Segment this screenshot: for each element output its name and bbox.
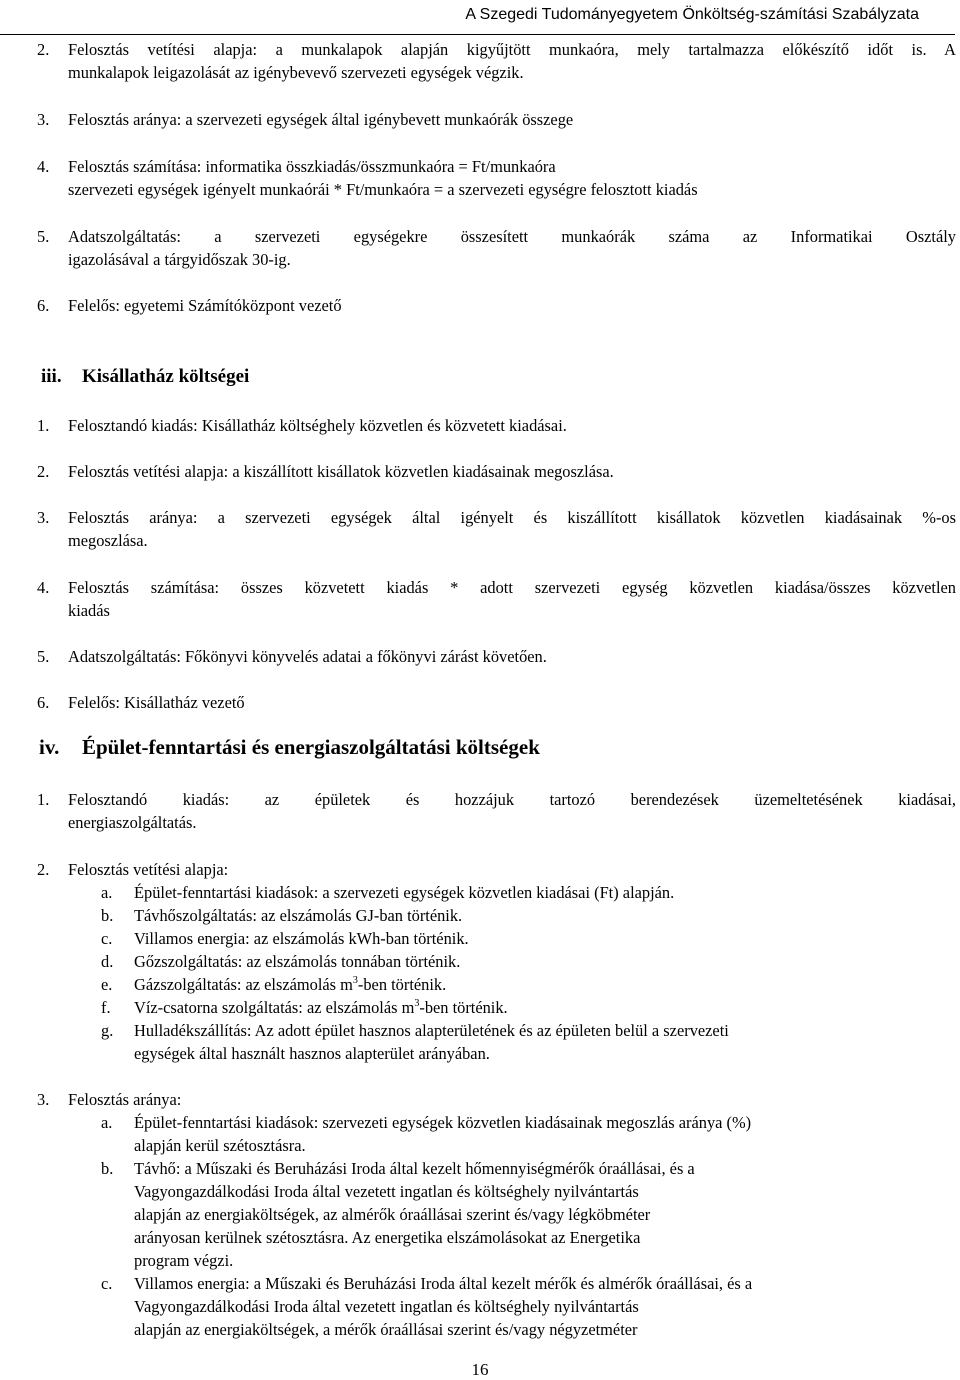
sub-line: Hulladékszállítás: Az adott épület hasznos alapterületének és az épületen belül a szervezeti xyxy=(134,1021,729,1040)
superscript: 3 xyxy=(352,975,358,986)
sub-letter: d. xyxy=(101,952,114,971)
sub-letter: a. xyxy=(101,1113,113,1132)
item-line: Adatszolgáltatás: a szervezeti egységekre összesített munkaórák száma az Informatikai Osztály xyxy=(68,227,956,246)
item-number: 3. xyxy=(37,508,50,527)
sub-line: alapján az energiaköltségek, az almérők óraállásai szerint és/vagy légköbméter xyxy=(134,1205,651,1224)
item-number: 2. xyxy=(37,40,50,59)
page-number: 16 xyxy=(471,1360,489,1379)
item-number: 3. xyxy=(37,1090,50,1109)
sub-line: egységek által használt hasznos alapterület arányában. xyxy=(134,1044,490,1063)
item-line: munkalapok leigazolását az igénybevevő szervezeti egységek végzik. xyxy=(68,63,524,82)
sub-text: -ben történik. xyxy=(357,975,447,994)
sub-line: Épület-fenntartási kiadások: a szervezeti egységek közvetlen kiadásai (Ft) alapján. xyxy=(134,883,675,902)
sub-line: arányosan kerülnek szétosztásra. Az energetika elszámolásokat az Energetika xyxy=(134,1228,641,1247)
sub-line: Távhő: a Műszaki és Beruházási Iroda által kezelt hőmennyiségmérők óraállásai, és a xyxy=(134,1159,695,1178)
item-number: 2. xyxy=(37,462,50,481)
section-title: Épület-fenntartási és energiaszolgáltatási költségek xyxy=(82,735,540,759)
item-line: kiadás xyxy=(68,601,110,620)
item-line: Felelős: egyetemi Számítóközpont vezető xyxy=(68,296,342,315)
section-roman: iv. xyxy=(39,735,60,759)
sub-text: Gázszolgáltatás: az elszámolás m xyxy=(134,975,353,994)
sub-line: Távhőszolgáltatás: az elszámolás GJ-ban történik. xyxy=(134,906,463,925)
item-number: 5. xyxy=(37,647,50,666)
item-number: 1. xyxy=(37,790,50,809)
item-line: igazolásával a tárgyidőszak 30-ig. xyxy=(68,250,291,269)
item-line: megoszlása. xyxy=(68,531,148,550)
sub-letter: c. xyxy=(101,929,113,948)
sub-line: alapján az energiaköltségek, a mérők óraállásai szerint és/vagy négyzetméter xyxy=(134,1320,638,1339)
sub-line: Épület-fenntartási kiadások: szervezeti egységek közvetlen kiadásainak megoszlás aránya (%) xyxy=(134,1113,752,1132)
item-line: energiaszolgáltatás. xyxy=(68,813,197,832)
sub-letter: e. xyxy=(101,975,113,994)
sub-line xyxy=(134,996,957,1019)
sub-line: alapján kerül szétosztásra. xyxy=(134,1136,306,1155)
sub-text: Víz-csatorna szolgáltatás: az elszámolás m xyxy=(134,998,415,1017)
section-title: Kisállatház költségei xyxy=(82,366,250,387)
item-line: Adatszolgáltatás: Főkönyvi könyvelés adatai a főkönyvi zárást követően. xyxy=(68,647,547,666)
sub-letter: f. xyxy=(101,998,111,1017)
sub-letter: b. xyxy=(101,1159,114,1178)
item-number: 6. xyxy=(37,296,50,315)
sub-line: Vagyongazdálkodási Iroda által vezetett ingatlan és költséghely nyilvántartás xyxy=(134,1297,639,1316)
sub-line: Gőzszolgáltatás: az elszámolás tonnában történik. xyxy=(134,952,461,971)
sub-line: Villamos energia: a Műszaki és Beruházási Iroda által kezelt mérők és almérők óraállásai, és a xyxy=(134,1274,753,1293)
item-line: Felosztandó kiadás: az épületek és hozzájuk tartozó berendezések üzemeltetésének kiadásai, xyxy=(68,790,956,809)
sub-letter: a. xyxy=(101,883,113,902)
item-label: Felosztás vetítési alapja: xyxy=(68,860,229,879)
sub-letter: c. xyxy=(101,1274,113,1293)
item-line: Felosztás vetítési alapja: a kiszállított kisállatok közvetlen kiadásainak megoszlása. xyxy=(68,462,614,481)
section-roman: iii. xyxy=(41,366,62,387)
sub-text: -ben történik. xyxy=(419,998,508,1017)
item-number: 2. xyxy=(37,860,50,879)
sub-line xyxy=(134,973,957,996)
item-line: Felosztandó kiadás: Kisállatház költséghely közvetlen és közvetett kiadásai. xyxy=(68,416,567,435)
item-line: Felosztás vetítési alapja: a munkalapok alapján kigyűjtött munkaóra, mely tartalmazza előkészítő időt is. A xyxy=(68,40,956,59)
sub-line: Vagyongazdálkodási Iroda által vezetett ingatlan és költséghely nyilvántartás xyxy=(134,1182,639,1201)
item-line: Felosztás számítása: informatika összkiadás/összmunkaóra = Ft/munkaóra xyxy=(68,157,556,176)
item-number: 1. xyxy=(37,416,50,435)
header-title: A Szegedi Tudományegyetem Önköltség-számítási Szabályzata xyxy=(465,6,919,23)
page-header xyxy=(0,4,955,35)
item-line: szervezeti egységek igényelt munkaórái * Ft/munkaóra = a szervezeti egységre felosztott kiadás xyxy=(68,180,698,199)
sub-letter: g. xyxy=(101,1021,114,1040)
item-label: Felosztás aránya: xyxy=(68,1090,182,1109)
item-line: Felelős: Kisállatház vezető xyxy=(68,693,245,712)
item-line: Felosztás számítása: összes közvetett kiadás * adott szervezeti egység közvetlen kiadása/összes közvetlen xyxy=(68,578,956,597)
item-number: 3. xyxy=(37,110,50,129)
item-number: 4. xyxy=(37,578,50,597)
item-number: 6. xyxy=(37,693,50,712)
item-number: 5. xyxy=(37,227,50,246)
superscript: 3 xyxy=(414,998,420,1009)
item-number: 4. xyxy=(37,157,50,176)
item-line: Felosztás aránya: a szervezeti egységek által igénybevett munkaórák összege xyxy=(68,110,574,129)
item-line: Felosztás aránya: a szervezeti egységek által igényelt és kiszállított kisállatok közvetlen kiadásainak %-os xyxy=(68,508,956,527)
sub-letter: b. xyxy=(101,906,114,925)
sub-line: Villamos energia: az elszámolás kWh-ban történik. xyxy=(134,929,469,948)
sub-line: program végzi. xyxy=(134,1251,234,1270)
